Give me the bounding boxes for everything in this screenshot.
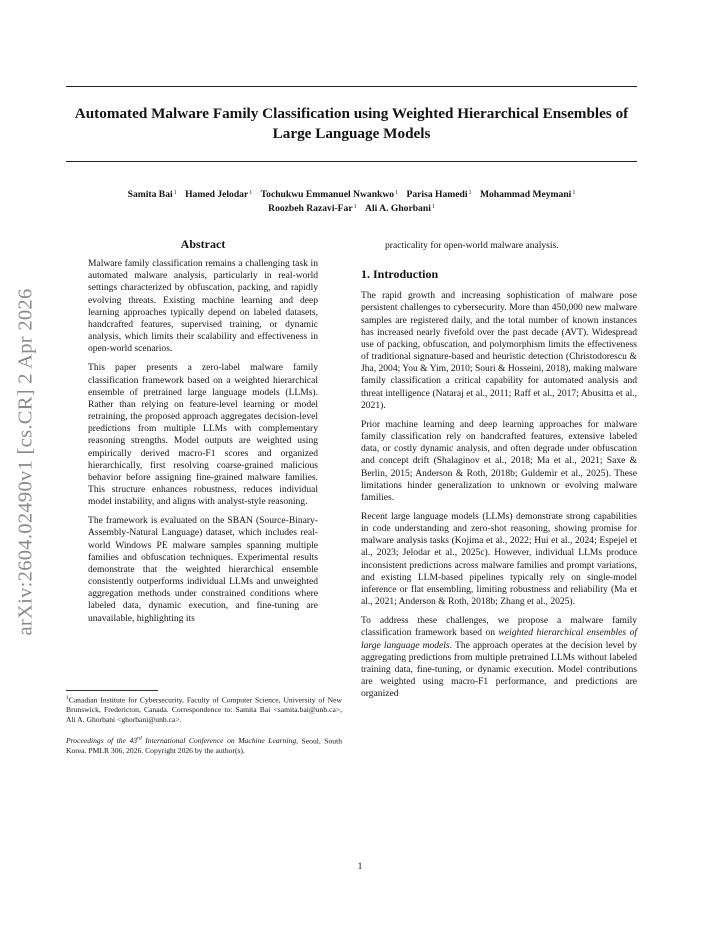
title-top-rule (66, 86, 637, 87)
proceedings-note: Proceedings of the 43rd International Conference on Machine Learning, Seoul, South Korea. PMLR 306, 2026. Copyright 2026 by the author(s). (66, 735, 343, 756)
author-line-2 (66, 202, 637, 216)
author: Roozbeh Razavi-Far$^1$ (268, 202, 357, 214)
intro-paragraph: The rapid growth and increasing sophistication of malware pose persistent challenges to cybersecurity. More than 450,000 new malware samples are registered daily, and the total number of known instances has increased nearly fivefold over the past decade (AVT). Widespread use of packing, obfuscation, and polymorphism limits the effectiveness of traditional signature-based and heuristic detection (Christodorescu & Jha, 2004; You & Yim, 2010; Souri & Hosseini, 2018), making malware family classification a critical capability for automated analysis and threat intelligence (Nataraj et al., 2011; Raff et al., 2017; Abusitta et al., 2021). (361, 290, 637, 411)
abstract-paragraph: The framework is evaluated on the SBAN (Source-Binary-Assembly-Natural Language) dataset, which includes real-world Windows PE malware samples spanning multiple families and obfuscation techniques. Experimental results demonstrate that the weighted hierarchical ensemble consistently outperforms individual LLMs and unweighted aggregation methods under constrained conditions where labeled data, dynamic execution, and fine-tuning are unavailable, highlighting its (88, 515, 318, 624)
page-number: 1 (357, 862, 363, 872)
intro-paragraph: To address these challenges, we propose a malware family classification framework based on weighted hierarchical ensembles of large language models. The approach operates at the decision level by aggregating predictions from multiple pretrained LLMs without labeled training data, fine-tuning, or dynamic execution. Model contributions are weighted using macro-F1 performance, and predictions are organized (361, 615, 637, 700)
right-column (361, 240, 637, 707)
author: Parisa Hamedi$^1$ (406, 189, 472, 200)
arxiv-id: arXiv:2604.02490v1 [cs.CR] 2 Apr 2026 (14, 288, 37, 636)
footnote-rule (66, 690, 158, 691)
paper-title: Automated Malware Family Classification using Weighted Hierarchical Ensembles of Large Language Models (74, 105, 629, 142)
footnote-area (66, 694, 342, 766)
author-line-1 (66, 188, 637, 202)
abstract-paragraph: Malware family classification remains a challenging task in automated malware analysis, particularly in real-world settings characterized by obfuscation, packing, and rapidly evolving threats. Existing machine learning and deep learning approaches typically depend on labeled datasets, handcrafted features, supervised training, or dynamic analysis, which limits their scalability and effectiveness in open-world scenarios. (88, 258, 318, 355)
abstract-heading: Abstract (180, 237, 226, 251)
author: Tochukwu Emmanuel Nwankwo$^1$ (260, 189, 399, 200)
abstract-continuation: practicality for open-world malware analysis. (385, 240, 559, 251)
author: Samita Bai$^1$ (127, 189, 177, 200)
intro-paragraph: Prior machine learning and deep learning approaches for malware family classification rely on handcrafted features, extensive labeled data, or costly dynamic analysis, and often degrade under obfuscation and concept drift (Shalaginov et al., 2018; Ma et al., 2021; Saxe & Berlin, 2015; Anderson & Roth, 2018b; Guldemir et al., 2025). These limitations hinder generalization to unknown or evolving malware families. (361, 418, 637, 503)
abstract-paragraph: This paper presents a zero-label malware family classification framework based on a weighted hierarchical ensemble of pretrained large language models (LLMs). Rather than relying on feature-level learning or model retraining, the proposed approach aggregates decision-level predictions from multiple LLMs with complementary reasoning strengths. Model outputs are weighted using empirically derived macro-F1 scores and organized hierarchically, first resolving coarse-grained malicious behavior before assigning fine-grained malware families. This structure enhances robustness, reduces individual model instability, and aligns with analyst-style reasoning. (88, 362, 318, 508)
author: Ali A. Ghorbani$^1$ (365, 202, 435, 214)
section-heading-introduction: 1. Introduction (361, 267, 439, 282)
intro-paragraph: Recent large language models (LLMs) demonstrate strong capabilities in code understanding and zero-shot reasoning, showing promise for malware analysis tasks (Kojima et al., 2022; Hui et al., 2024; Espejel et al., 2023; Jelodar et al., 2025c). However, individual LLMs produce inconsistent predictions across malware families and prompt variations, and existing LLM-based pipelines typically rely on single-model inference or flat ensembling, limiting robustness and reliability (Ma et al., 2021; Anderson & Roth, 2018b; Zhang et al., 2025). (361, 510, 637, 608)
author: Mohammad Meymani$^1$ (479, 189, 576, 200)
emphasized-phrase: weighted hierarchical ensembles of large language models (361, 627, 637, 651)
title-bottom-rule (66, 161, 637, 162)
arxiv-stamp (4, 262, 48, 662)
affiliation-footnote: $^1$Canadian Institute for Cybersecurity, Faculty of Computer Science, University of New Brunswick, Fredericton, Canada. Correspondence to: Samita Bai <samita.bai@unb.ca>, Ali A. Ghorbani <ghorbani@unb.ca>. (66, 695, 342, 725)
abstract-section (88, 238, 318, 632)
author-list (66, 188, 637, 215)
author: Hamed Jelodar$^1$ (185, 189, 253, 200)
